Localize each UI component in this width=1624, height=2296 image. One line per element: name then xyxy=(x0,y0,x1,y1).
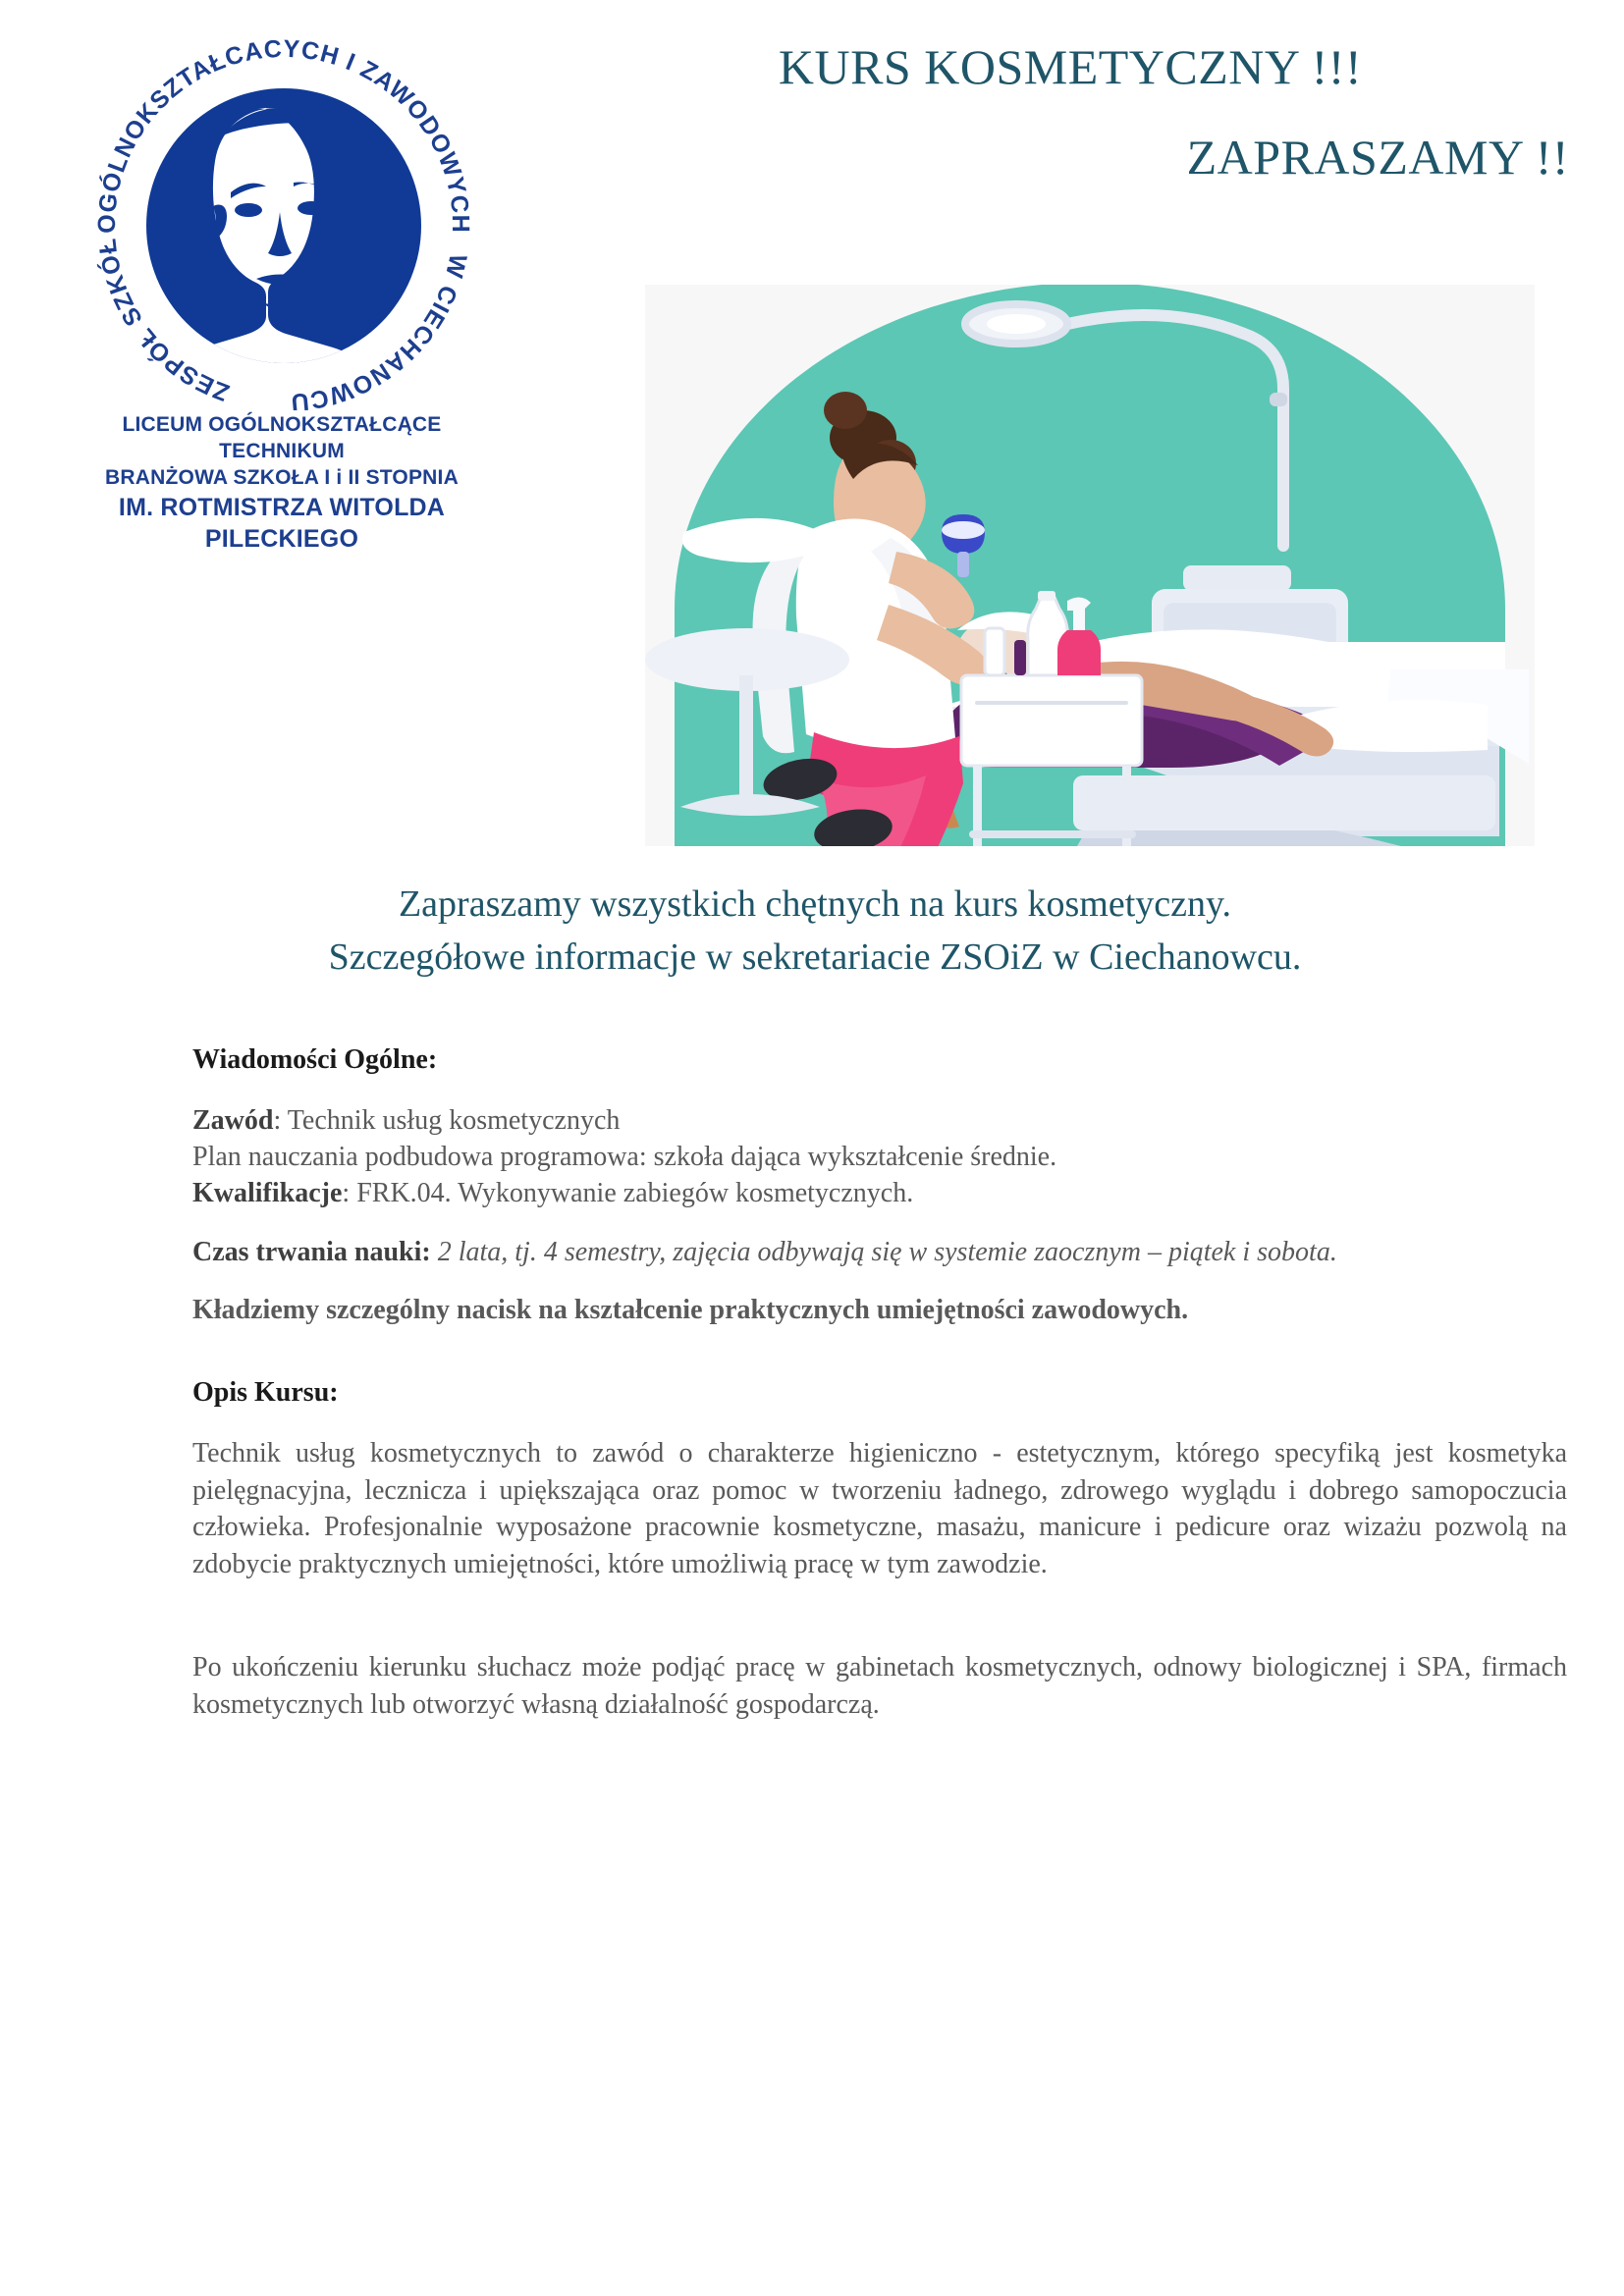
duration-value: 2 lata, tj. 4 semestry, zajęcia odbywają się w systemie zaocznym – piątek i sobota. xyxy=(430,1236,1337,1267)
school-line-liceum: LICEUM OGÓLNOKSZTAŁCĄCE xyxy=(122,413,442,436)
invitation-text xyxy=(118,879,1512,985)
school-line-patron: IM. ROTMISTRZA WITOLDA PILECKIEGO xyxy=(118,493,446,553)
school-emblem xyxy=(76,18,488,410)
cosmetology-illustration xyxy=(645,285,1535,846)
page-title: KURS KOSMETYCZNY !!! xyxy=(778,39,1363,94)
profession-label: Zawód xyxy=(192,1105,274,1136)
course-description: Technik usług kosmetycznych to zawód o charakterze higieniczno - estetycznym, którego specyfiką jest kosmetyka pielęgnacyjna, lecznicza i upiększająca oraz pomoc w tworzeniu ładnego, zdrowego wyglądu i dobrego samopoczucia człowieka. Profesjonalnie wyposażone pracownie kosmetyczne, masażu, manicure i pedicure oraz wizażu pozwolą na zdobycie praktycznych umiejętności, które umożliwią pracę w tym zawodzie. xyxy=(192,1438,1567,1579)
profession-value: : Technik usług kosmetycznych xyxy=(273,1105,621,1136)
invitation-line-1: Zapraszamy wszystkich chętnych na kurs kosmetyczny. xyxy=(398,883,1232,925)
heading-course-description: Opis Kursu: xyxy=(192,1377,339,1409)
duration-block xyxy=(192,1234,1567,1270)
duration-label: Czas trwania nauki: xyxy=(192,1236,431,1267)
poster-titles xyxy=(550,39,1591,185)
school-line-technikum: TECHNIKUM xyxy=(219,439,345,462)
page-subtitle: ZAPRASZAMY !! xyxy=(1186,130,1569,185)
section-spacer xyxy=(192,1350,1567,1375)
svg-text:ZESPÓŁ SZKÓŁ: ZESPÓŁ SZKÓŁ xyxy=(93,236,234,407)
qualifications-label: Kwalifikacje xyxy=(192,1178,343,1209)
practical-emphasis: Kładziemy szczególny nacisk na kształcenie praktycznych umiejętności zawodowych. xyxy=(192,1294,1189,1325)
heading-general-info: Wiadomości Ogólne: xyxy=(192,1044,438,1075)
paragraph-spacer xyxy=(192,1604,1567,1649)
career-prospects: Po ukończeniu kierunku słuchacz może podjąć pracę w gabinetach kosmetycznych, odnowy biologicznej i SPA, firmach kosmetycznych lub otworzyć własną działalność gospodarczą. xyxy=(192,1652,1567,1720)
curriculum-line: Plan nauczania podbudowa programowa: szkoła dająca wykształcenie średnie. xyxy=(192,1142,1057,1173)
svg-text:OGÓLNOKSZTAŁCACYCH I ZAWODOWYC: OGÓLNOKSZTAŁCACYCH I ZAWODOWYCH xyxy=(92,34,475,234)
invitation-line-2: Szczegółowe informacje w sekretariacie ZSOiZ w Ciechanowcu. xyxy=(328,935,1302,978)
school-line-branzowa: BRANŻOWA SZKOŁA I i II STOPNIA xyxy=(105,465,459,489)
school-logo-block xyxy=(61,18,503,555)
qualifications-value: : FRK.04. Wykonywanie zabiegów kosmetycznych. xyxy=(342,1178,914,1209)
school-name-lines xyxy=(61,412,503,555)
svg-text:W CIECHANOWCU: W CIECHANOWCU xyxy=(289,251,472,410)
poster-body xyxy=(192,1042,1567,1744)
general-info-block xyxy=(192,1102,1567,1212)
